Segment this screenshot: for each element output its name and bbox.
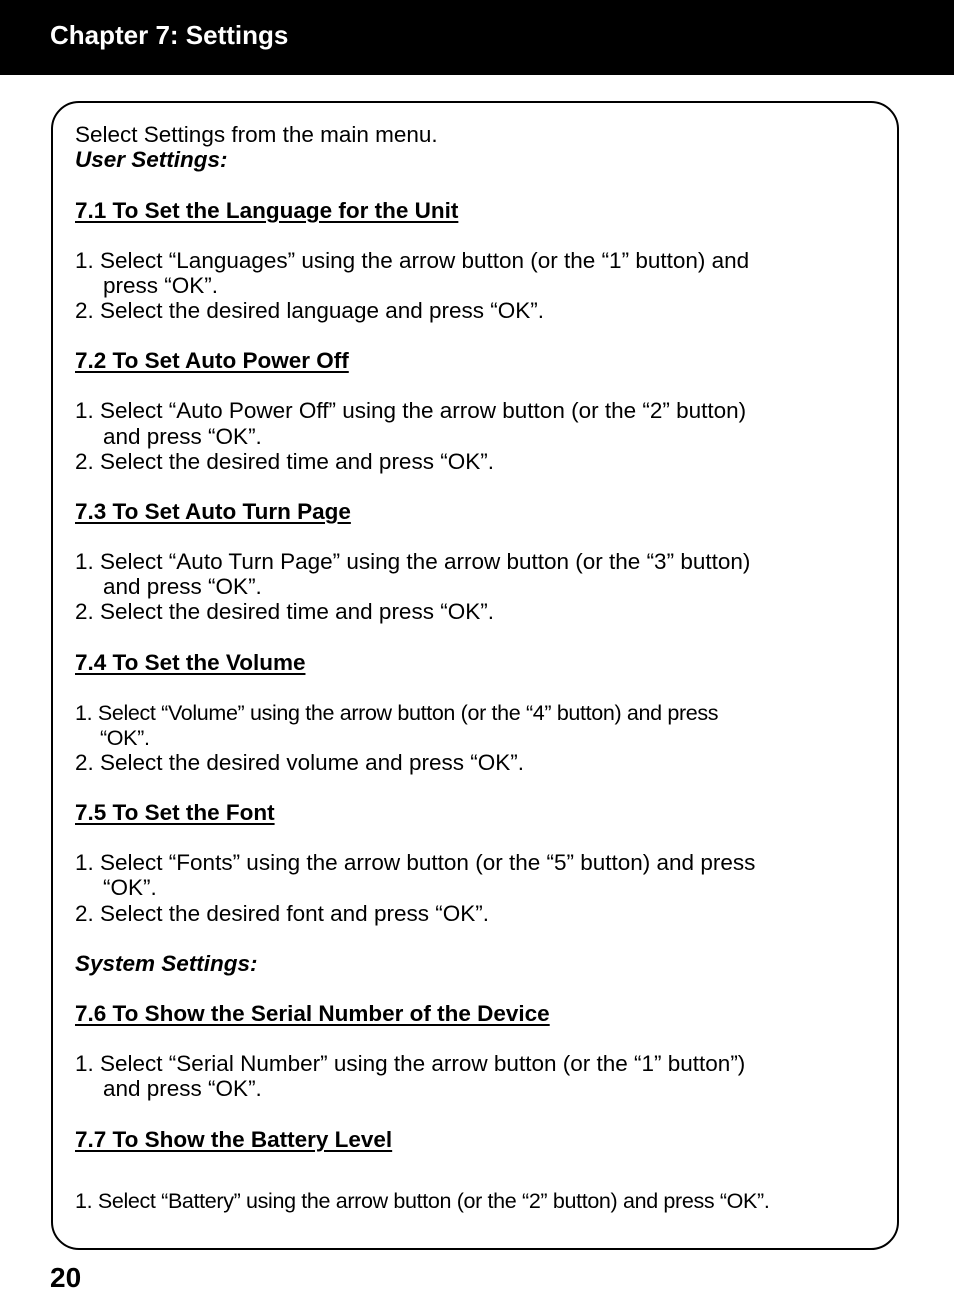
section-heading-7-6: 7.6 To Show the Serial Number of the Device — [75, 1001, 550, 1026]
section-7-2-step-2: 2. Select the desired time and press “OK”. — [75, 449, 494, 474]
chapter-title: Chapter 7: Settings — [50, 20, 289, 50]
section-heading-7-7: 7.7 To Show the Battery Level — [75, 1127, 393, 1152]
section-7-4-step-1-continuation: “OK”. — [100, 726, 150, 750]
section-7-1-step-2: 2. Select the desired language and press “OK”. — [75, 298, 545, 323]
section-7-7-step-1: 1. Select “Battery” using the arrow button (or the “2” button) and press “OK”. — [75, 1189, 770, 1213]
section-heading-7-1: 7.1 To Set the Language for the Unit — [75, 198, 459, 223]
section-7-3-step-2: 2. Select the desired time and press “OK”. — [75, 599, 494, 624]
section-7-4-step-2: 2. Select the desired volume and press “OK”. — [75, 750, 524, 775]
section-7-5-step-2: 2. Select the desired font and press “OK”. — [75, 901, 489, 926]
intro-text: Select Settings from the main menu. — [75, 122, 438, 147]
section-7-2-step-1: 1. Select “Auto Power Off” using the arrow button (or the “2” button) — [75, 398, 747, 423]
section-7-2-step-1-continuation: and press “OK”. — [103, 424, 262, 449]
section-7-4-step-1: 1. Select “Volume” using the arrow button (or the “4” button) and press — [75, 701, 719, 725]
section-7-6-step-1: 1. Select “Serial Number” using the arrow button (or the “1” button”) — [75, 1051, 746, 1076]
section-7-5-step-1-continuation: “OK”. — [103, 875, 157, 900]
section-heading-7-4: 7.4 To Set the Volume — [75, 650, 306, 675]
section-heading-7-2: 7.2 To Set Auto Power Off — [75, 348, 349, 373]
section-7-3-step-1-continuation: and press “OK”. — [103, 574, 262, 599]
section-7-5-step-1: 1. Select “Fonts” using the arrow button (or the “5” button) and press — [75, 850, 756, 875]
system-settings-label: System Settings: — [75, 951, 258, 976]
chapter-header-bar — [0, 0, 954, 75]
section-7-3-step-1: 1. Select “Auto Turn Page” using the arrow button (or the “3” button) — [75, 549, 751, 574]
section-heading-7-5: 7.5 To Set the Font — [75, 800, 275, 825]
section-7-1-step-1: 1. Select “Languages” using the arrow button (or the “1” button) and — [75, 248, 750, 273]
section-7-6-step-1-continuation: and press “OK”. — [103, 1076, 262, 1101]
page-number: 20 — [50, 1262, 82, 1293]
user-settings-label: User Settings: — [75, 147, 228, 172]
section-7-1-step-1-continuation: press “OK”. — [103, 273, 219, 298]
section-heading-7-3: 7.3 To Set Auto Turn Page — [75, 499, 351, 524]
